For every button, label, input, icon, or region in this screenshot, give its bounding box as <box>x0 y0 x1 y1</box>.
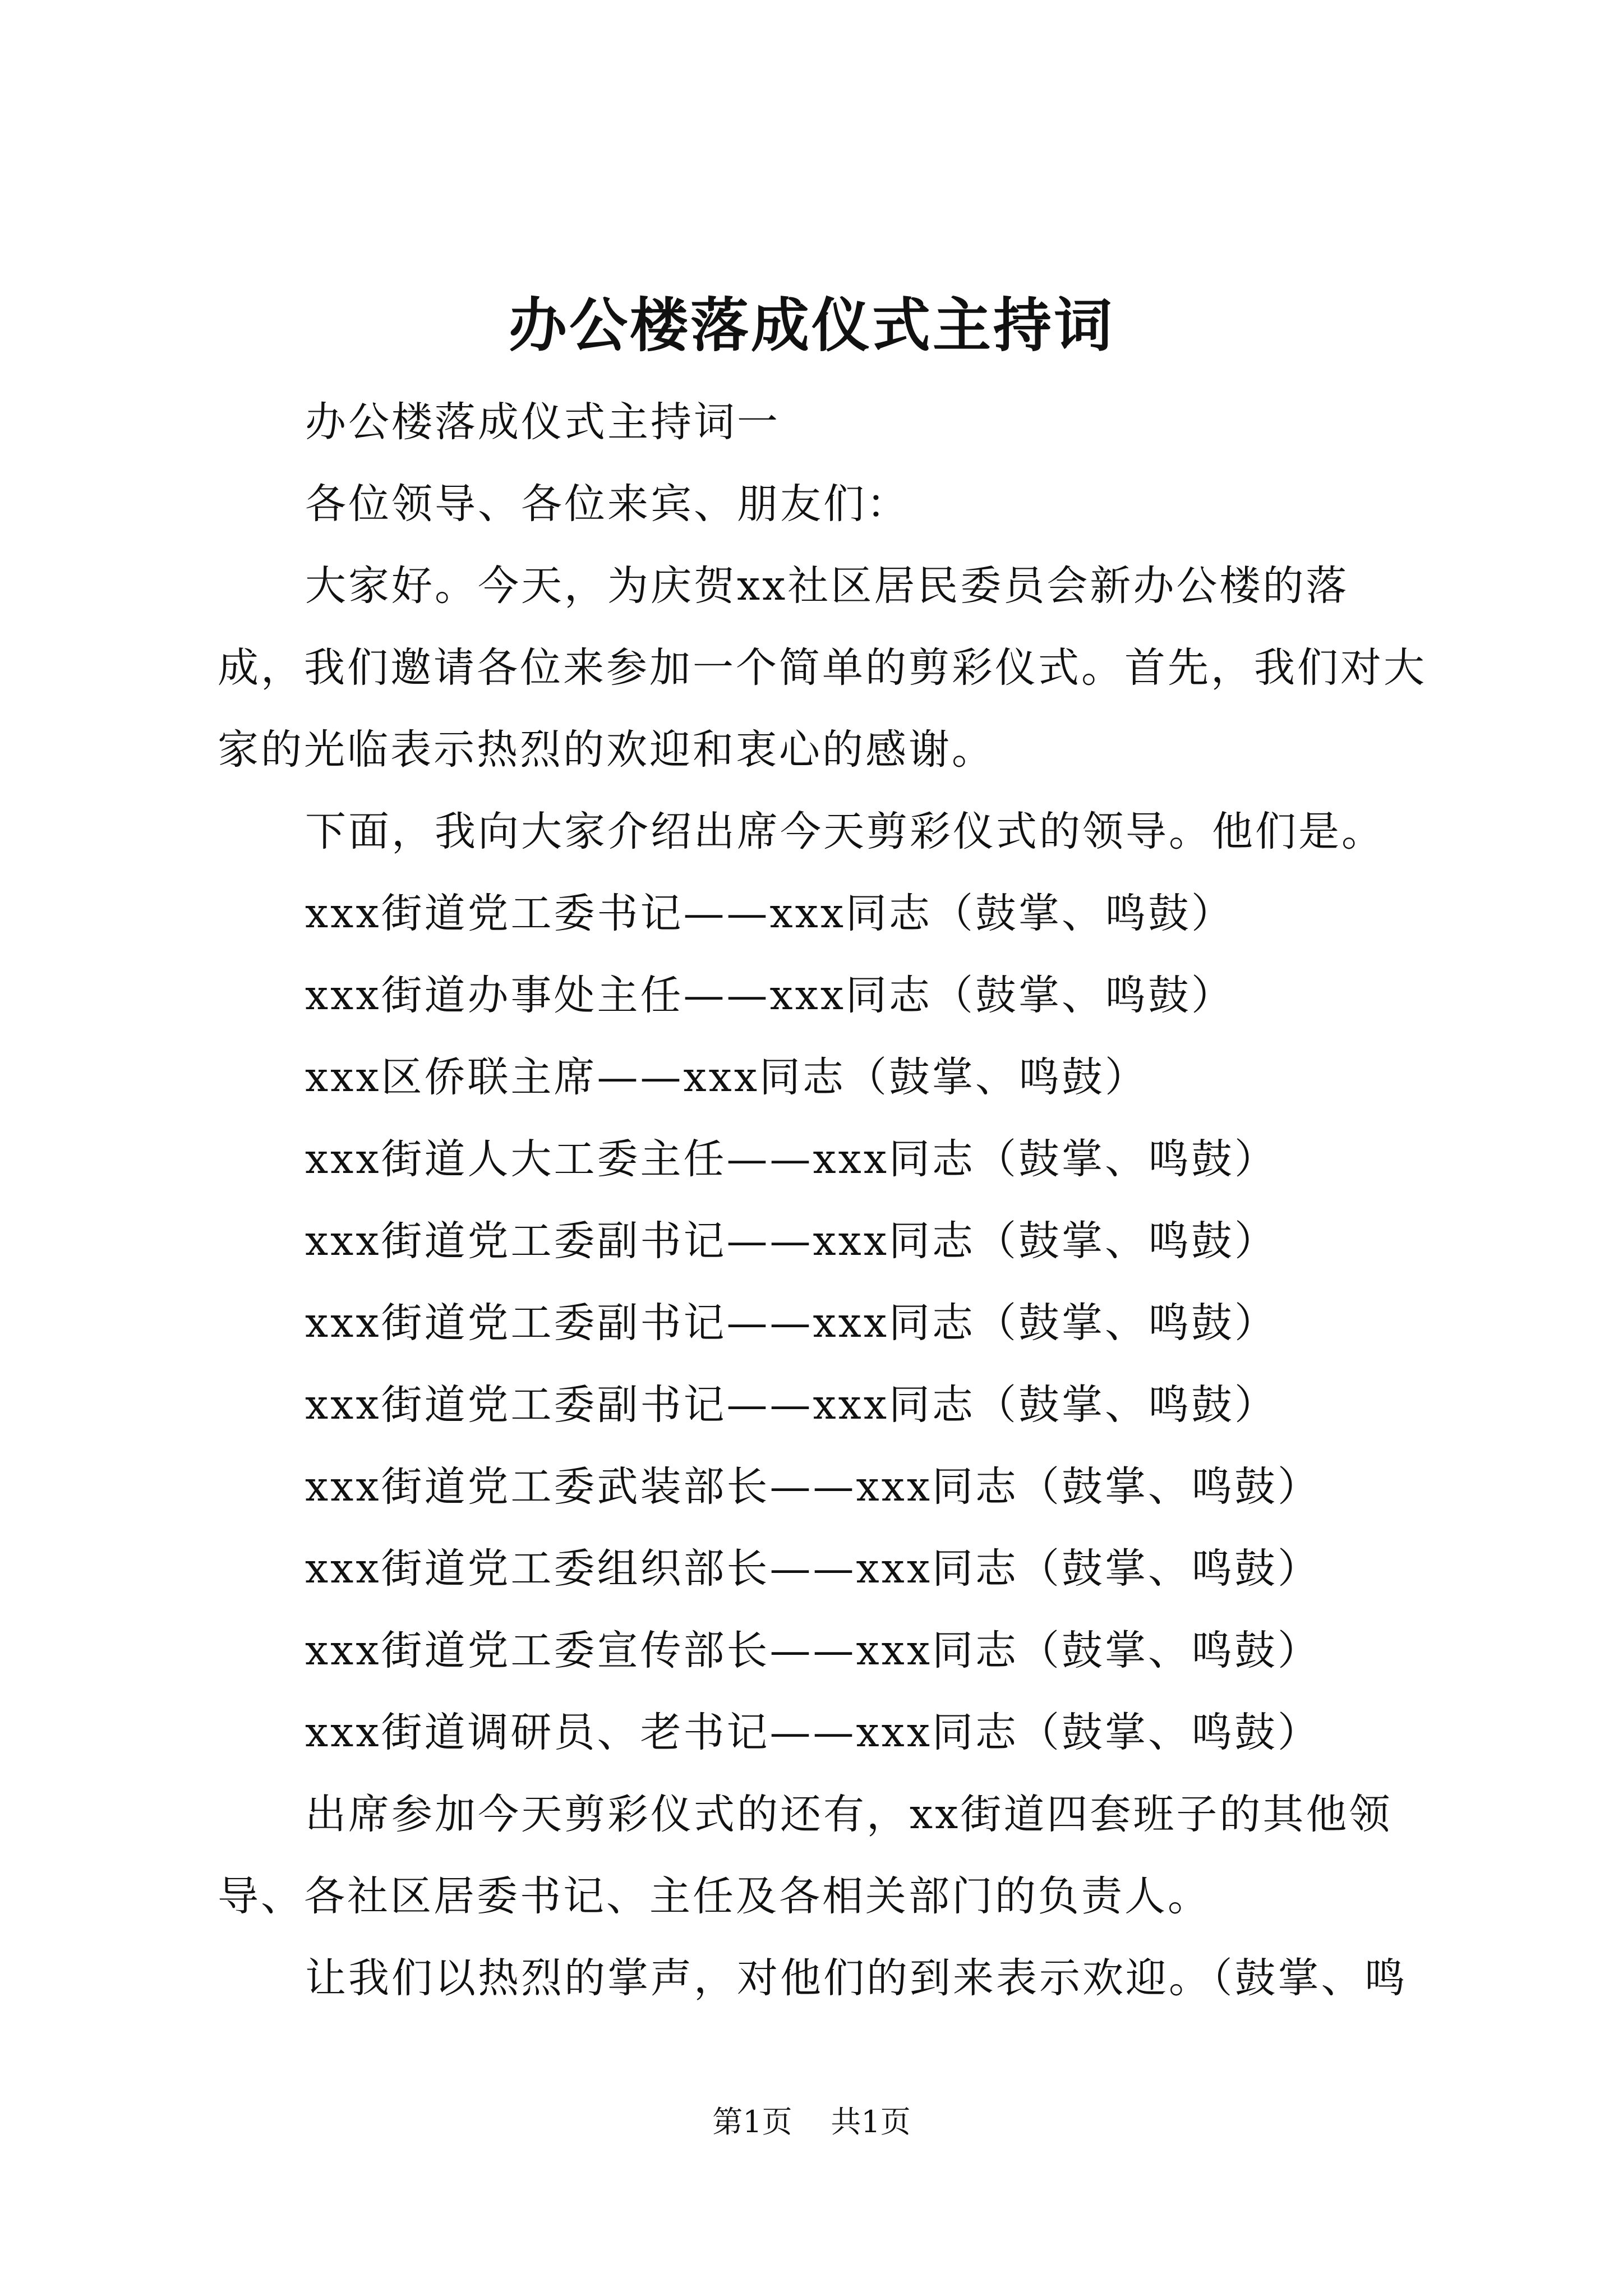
leader-list-item: xxx街道党工委书记——xxx同志（鼓掌、鸣鼓） <box>305 890 1235 937</box>
paragraph-subtitle: 办公楼落成仪式主持词一 <box>305 398 780 446</box>
leader-list-item: xxx街道党工委副书记——xxx同志（鼓掌、鸣鼓） <box>305 1217 1278 1265</box>
document-body <box>218 381 1427 2019</box>
leader-list-item: xxx街道党工委副书记——xxx同志（鼓掌、鸣鼓） <box>305 1299 1278 1347</box>
document-title: 办公楼落成仪式主持词 <box>508 291 1114 360</box>
page-total: 共1页 <box>831 2104 911 2139</box>
leader-list-item: xxx街道党工委副书记——xxx同志（鼓掌、鸣鼓） <box>305 1381 1278 1429</box>
leader-list-item: xxx街道人大工委主任——xxx同志（鼓掌、鸣鼓） <box>305 1135 1278 1183</box>
leader-list-item: xxx街道调研员、老书记——xxx同志（鼓掌、鸣鼓） <box>305 1709 1321 1756</box>
leader-list-item: xxx街道党工委武装部长——xxx同志（鼓掌、鸣鼓） <box>305 1463 1321 1511</box>
paragraph-welcome: 大家好。今天，为庆贺xx社区居民委员会新办公楼的落成，我们邀请各位来参加一个简单的剪彩仪式。首先，我们对大家的光临表示热烈的欢迎和衷心的感谢。 <box>218 562 1427 774</box>
paragraph-applause: 让我们以热烈的掌声，对他们的到来表示欢迎。（鼓掌、鸣 <box>305 1954 1408 2002</box>
page-separator <box>802 2104 821 2139</box>
leader-list-item: xxx街道党工委组织部长——xxx同志（鼓掌、鸣鼓） <box>305 1545 1321 1593</box>
leader-list-item: xxx区侨联主席——xxx同志（鼓掌、鸣鼓） <box>305 1053 1149 1101</box>
page-footer <box>0 2102 1623 2142</box>
paragraph-intro: 下面，我向大家介绍出席今天剪彩仪式的领导。他们是。 <box>305 808 1385 855</box>
leader-list-item: xxx街道办事处主任——xxx同志（鼓掌、鸣鼓） <box>305 972 1235 1019</box>
page-number: 第1页 <box>712 2104 792 2139</box>
leader-list-item: xxx街道党工委宣传部长——xxx同志（鼓掌、鸣鼓） <box>305 1627 1321 1674</box>
paragraph-other-attendees: 出席参加今天剪彩仪式的还有，xx街道四套班子的其他领导、各社区居委书记、主任及各相关部门的负责人。 <box>218 1791 1393 1920</box>
paragraph-salutation: 各位领导、各位来宾、朋友们： <box>305 480 910 528</box>
